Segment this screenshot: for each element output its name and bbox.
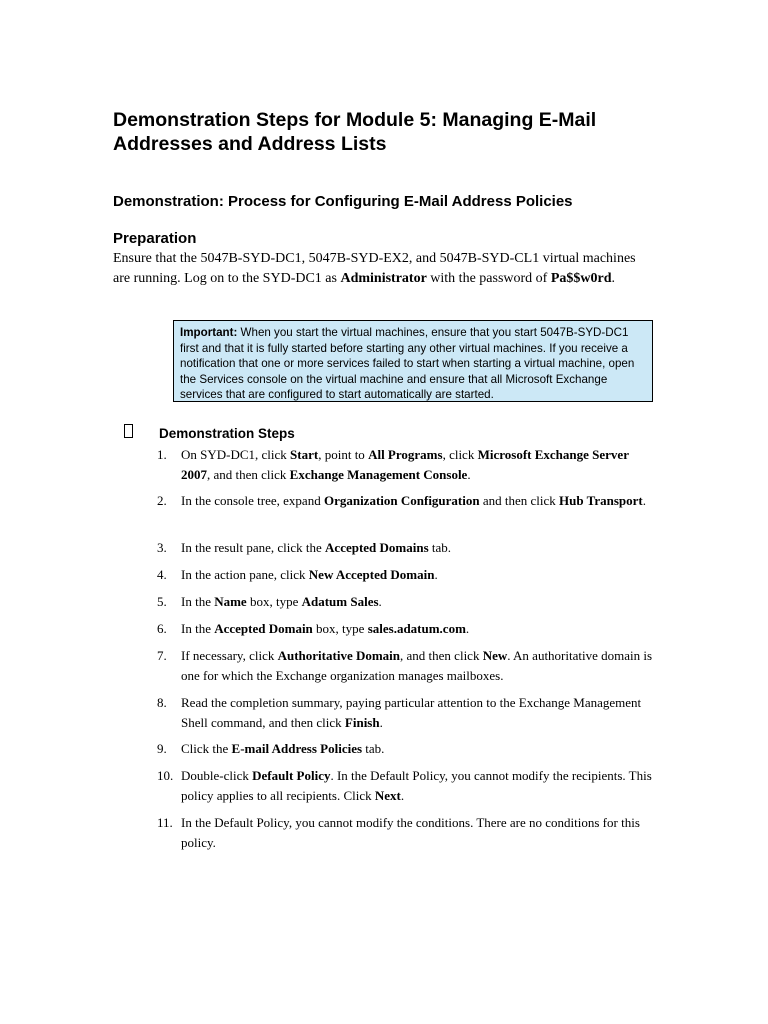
- step-item: [157, 592, 657, 612]
- step-text: If necessary, click Authoritative Domain, and then click New. An authoritative domain is one for which the Exchange organization manages mailboxes.: [181, 648, 653, 683]
- step-number: 7.: [157, 648, 167, 663]
- step-number: 2.: [157, 493, 167, 508]
- step-text: Read the completion summary, paying particular attention to the Exchange Management Shell command, and then click Finish.: [181, 695, 642, 730]
- step-item: [157, 538, 657, 558]
- step-text: In the Accepted Domain box, type sales.adatum.com.: [181, 621, 470, 636]
- step-item: [157, 491, 657, 511]
- step-item: [157, 813, 657, 853]
- step-number: 4.: [157, 567, 167, 582]
- preparation-text-2: with the password of: [426, 271, 551, 286]
- step-text: In the Default Policy, you cannot modify the conditions. There are no conditions for this policy.: [181, 815, 640, 850]
- step-number: 5.: [157, 594, 167, 609]
- step-number: 1.: [157, 447, 167, 462]
- missing-glyph-icon: [124, 424, 133, 438]
- step-number: 8.: [157, 695, 167, 710]
- important-text: When you start the virtual machines, ensure that you start 5047B-SYD-DC1 first and that it is fully started before starting any other virtual machines. If you receive a notification that one or more services failed to start when starting a virtual machine, open the Services console on the virtual machine and ensure that all Microsoft Exchange services that are configured to start automatically are started.: [180, 326, 635, 401]
- step-text: Click the E-mail Address Policies tab.: [181, 741, 385, 756]
- step-text: In the result pane, click the Accepted Domains tab.: [181, 540, 452, 555]
- step-number: 10.: [157, 768, 174, 783]
- step-item: [157, 646, 657, 686]
- step-number: 11.: [157, 815, 173, 830]
- document-title: Demonstration Steps for Module 5: Managing E-Mail Addresses and Address Lists: [113, 109, 597, 155]
- preparation-text: [113, 249, 653, 289]
- step-text: On SYD-DC1, click Start, point to All Programs, click Microsoft Exchange Server 2007, and then click Exchange Management Console.: [181, 447, 629, 482]
- step-number: 9.: [157, 741, 167, 756]
- section-heading: Demonstration: Process for Configuring E-Mail Address Policies: [113, 193, 573, 210]
- step-number: 3.: [157, 540, 167, 555]
- important-note-box: [173, 320, 653, 402]
- preparation-heading: Preparation: [113, 230, 197, 247]
- preparation-text-3: .: [611, 271, 616, 286]
- step-text: In the console tree, expand Organization Configuration and then click Hub Transport.: [181, 493, 646, 508]
- step-text: Double-click Default Policy. In the Default Policy, you cannot modify the recipients. This policy applies to all recipients. Click Next.: [181, 768, 652, 803]
- step-item: [157, 739, 657, 759]
- step-item: [157, 693, 657, 733]
- preparation-password: Pa$$w0rd: [550, 271, 612, 286]
- step-item: [157, 565, 657, 585]
- preparation-text-1: Ensure that the 5047B-SYD-DC1, 5047B-SYD-EX2, and 5047B-SYD-CL1 virtual machines are running. Log on to the SYD-DC1 as: [113, 251, 636, 286]
- step-item: [157, 766, 657, 806]
- steps-heading: Demonstration Steps: [159, 426, 295, 441]
- step-text: In the action pane, click New Accepted Domain.: [181, 567, 438, 582]
- step-item: [157, 619, 657, 639]
- step-number: 6.: [157, 621, 167, 636]
- important-label: Important:: [180, 326, 238, 339]
- step-text: In the Name box, type Adatum Sales.: [181, 594, 382, 609]
- step-item: [157, 445, 657, 485]
- preparation-user: Administrator: [340, 271, 427, 286]
